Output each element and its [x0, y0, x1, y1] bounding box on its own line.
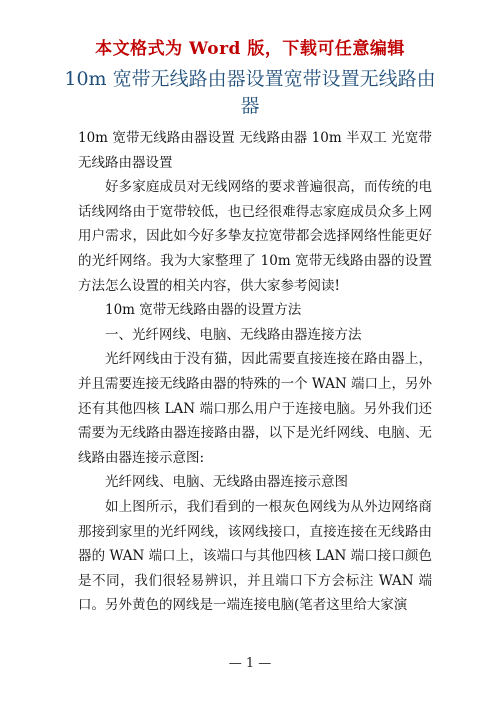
page-number: — 1 —: [228, 656, 272, 671]
section-heading: 10m 宽带无线路由器的设置方法: [105, 302, 302, 319]
subsection-heading: 一、光纤网线、电脑、无线路由器连接方法: [105, 326, 362, 343]
document-title: 10m 宽带无线路由器设置宽带设置无线路由器: [64, 68, 436, 117]
diagram-explanation-paragraph: 如上图所示，我们看到的一根灰色网线为从外边网络商那接到家里的光纤网线，该网线接口，直接连接在无线路由器的 WAN 端口上，该端口与其他四核 LAN 端口接口颜色是不同，我们很轻易辨识，并且端口下方会标注 WAN 端口。另外黄色的网线是一端连接电脑(笔者这里给大家演: [78, 498, 432, 614]
keyword-line: 10m 宽带无线路由器设置 无线路由器 10m 半双工 光宽带无线路由器设置: [78, 130, 432, 171]
document-body: [78, 126, 432, 618]
editable-word-banner: 本文格式为 Word 版，下载可任意编辑: [95, 39, 405, 59]
intro-paragraph: 好多家庭成员对无线网络的要求普遍很高，而传统的电话线网络由于宽带较低，也已经很难得志家庭成员众多上网用户需求，因此如今好多挚友拉宽带都会选择网络性能更好的光纤网络。我为大家整理了 10m 宽带无线路由器的设置方法怎么设置的相关内容，供大家参考阅读!: [78, 179, 432, 294]
diagram-caption: 光纤网线、电脑、无线路由器连接示意图: [105, 474, 348, 491]
connection-paragraph: 光纤网线由于没有猫，因此需要直接连接在路由器上，并且需要连接无线路由器的特殊的一个 WAN 端口上，另外还有其他四核 LAN 端口那么用户于连接电脑。另外我们还需要为无线路由器连接路由器，以下是光纤网线、电脑、无线路由器连接示意图:: [78, 351, 432, 466]
